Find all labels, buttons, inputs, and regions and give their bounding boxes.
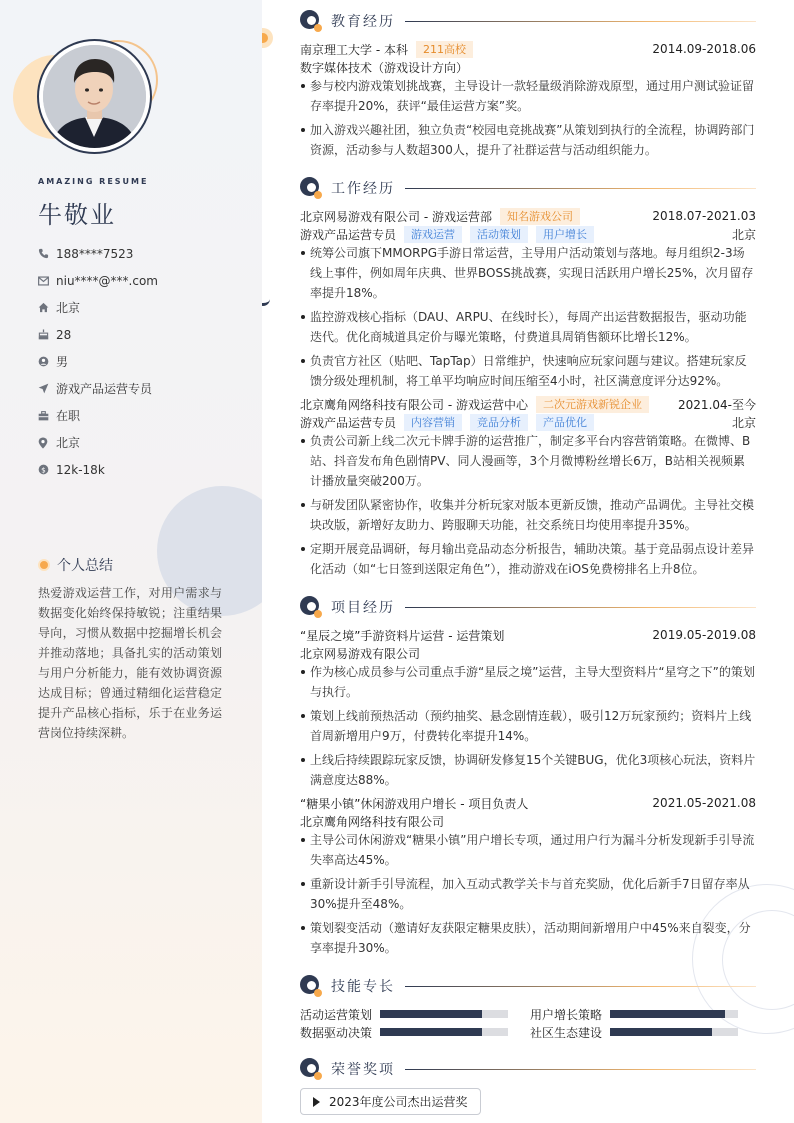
cake-icon xyxy=(38,329,56,340)
avatar-frame xyxy=(37,39,152,154)
gender-icon xyxy=(38,356,56,367)
send-icon xyxy=(38,383,56,394)
section-icon xyxy=(300,975,322,997)
section-title: 教育经历 xyxy=(331,14,395,30)
project-company: 北京网易游戏有限公司 xyxy=(300,646,421,661)
info-job-status xyxy=(38,402,158,429)
section-icon xyxy=(300,177,322,199)
section-divider xyxy=(405,986,756,987)
project-name: “糖果小镇”休闲游戏用户增长 - 项目负责人 xyxy=(300,796,529,811)
job-role: 游戏产品运营专员 xyxy=(300,227,397,242)
list-item: 定期开展竞品调研，每月输出竞品动态分析报告，辅助决策。基于竞品弱点设计差异化活动（如“七日签到送限定角色”），推动游戏在iOS免费榜排名上升8位。 xyxy=(300,539,756,579)
skill-item xyxy=(530,1024,756,1040)
job-role: 游戏产品运营专员 xyxy=(300,415,397,430)
resume-caption: AMAZING RESUME xyxy=(38,177,149,186)
project-bullets xyxy=(300,830,756,962)
job-city: 北京 xyxy=(731,227,756,242)
project-company-row xyxy=(300,644,756,662)
list-item: 上线后持续跟踪玩家反馈，协调研发修复15个关键BUG，优化3项核心玩法，资料片满意度达88%。 xyxy=(300,750,756,790)
email-address: niu****@***.com xyxy=(56,273,158,288)
project-company: 北京鹰角网络科技有限公司 xyxy=(300,814,445,829)
section-work-header xyxy=(300,177,756,199)
briefcase-icon xyxy=(38,411,56,421)
age-value: 28 xyxy=(56,327,72,342)
play-triangle-icon xyxy=(313,1097,320,1107)
section-divider xyxy=(405,21,756,22)
section-icon xyxy=(300,1058,322,1080)
skill-label: 数据驱动决策 xyxy=(300,1025,373,1040)
section-awards-header xyxy=(300,1058,756,1080)
skill-bar-fill xyxy=(610,1028,712,1036)
skill-item xyxy=(300,1006,530,1022)
section-divider xyxy=(405,607,756,608)
decorative-arc xyxy=(262,292,270,306)
skill-bar xyxy=(610,1028,738,1036)
major-row xyxy=(300,58,756,76)
skill-item xyxy=(300,1024,530,1040)
project-title-row xyxy=(300,626,756,644)
info-age xyxy=(38,321,158,348)
list-item: 监控游戏核心指标（DAU、ARPU、在线时长），每周产出运营数据报告，驱动功能迭代。优化商城道具定价与曝光策略，付费道具周销售额环比增长12%。 xyxy=(300,307,756,347)
info-salary xyxy=(38,456,158,483)
section-title: 项目经历 xyxy=(331,600,395,616)
info-gender xyxy=(38,348,158,375)
education-bullets xyxy=(300,76,756,164)
project-bullets xyxy=(300,662,756,794)
project-title-row xyxy=(300,794,756,812)
skill-label: 社区生态建设 xyxy=(530,1025,603,1040)
list-item: 负责官方社区（贴吧、TapTap）日常维护，快速响应玩家问题与建议。搭建玩家反馈分级处理机制，将工单平均响应时间压缩至4小时，社区满意度评分达92%。 xyxy=(300,351,756,391)
section-projects-header xyxy=(300,596,756,618)
section-skills-header xyxy=(300,975,756,997)
education-date: 2014.09-2018.06 xyxy=(652,42,756,56)
svg-text:$: $ xyxy=(41,465,46,475)
job-company-row xyxy=(300,207,756,225)
section-icon xyxy=(300,10,322,32)
job-date: 2021.04-至今 xyxy=(678,397,756,412)
project-date: 2019.05-2019.08 xyxy=(652,628,756,642)
target-position: 游戏产品运营专员 xyxy=(56,382,153,396)
school-tag: 211高校 xyxy=(416,41,473,58)
company-name: 北京网易游戏有限公司 - 游戏运营部 xyxy=(300,209,492,224)
main-content xyxy=(262,0,794,1123)
job-status: 在职 xyxy=(56,409,81,423)
section-divider xyxy=(405,1069,756,1070)
list-item: 重新设计新手引导流程，加入互动式教学关卡与首充奖励，优化后新手7日留存率从30%提升至48%。 xyxy=(300,874,756,914)
home-icon xyxy=(38,302,56,313)
skill-tag: 产品优化 xyxy=(536,414,594,431)
list-item: 参与校内游戏策划挑战赛，主导设计一款轻量级消除游戏原型，通过用户测试验证留存率提升20%，获评“最佳运营方案”奖。 xyxy=(300,76,756,116)
section-education-header xyxy=(300,10,756,32)
company-tag: 二次元游戏新锐企业 xyxy=(536,396,649,413)
avatar xyxy=(43,45,146,148)
info-phone xyxy=(38,240,158,267)
summary-heading xyxy=(38,555,113,575)
company-tag: 知名游戏公司 xyxy=(500,208,580,225)
phone-icon xyxy=(38,248,56,259)
money-icon xyxy=(38,464,56,475)
avatar-portrait xyxy=(43,45,146,148)
mail-icon xyxy=(38,276,56,286)
target-city: 北京 xyxy=(56,436,81,450)
gender-value: 男 xyxy=(56,355,69,369)
project-name: “星辰之境”手游资料片运营 - 运营策划 xyxy=(300,628,505,643)
skill-bar xyxy=(610,1010,738,1018)
skill-label: 活动运营策划 xyxy=(300,1007,373,1022)
list-item: 与研发团队紧密协作，收集并分析玩家对版本更新反馈，推动产品调优。主导社交模块改版，新增好友助力、跨服聊天功能，社交系统日均使用率提升35%。 xyxy=(300,495,756,535)
decorative-half-circle xyxy=(262,28,273,48)
job-bullets xyxy=(300,243,756,395)
skill-label: 用户增长策略 xyxy=(530,1007,603,1022)
award-label: 2023年度公司杰出运营奖 xyxy=(329,1095,468,1109)
job-role-row xyxy=(300,225,756,243)
education-row xyxy=(300,40,756,58)
major: 数字媒体技术（游戏设计方向） xyxy=(300,60,469,75)
job-role-row xyxy=(300,413,756,431)
list-item: 加入游戏兴趣社团，独立负责“校园电竞挑战赛”从策划到执行的全流程，协调跨部门资源，活动参与人数超300人，提升了社群运营与活动组织能力。 xyxy=(300,120,756,160)
phone-number: 188****7523 xyxy=(56,246,134,261)
location-pin-icon xyxy=(38,437,56,449)
bullet-dot-icon xyxy=(38,559,50,571)
project-company-row xyxy=(300,812,756,830)
info-target-city xyxy=(38,429,158,456)
skill-bar xyxy=(380,1010,508,1018)
job-city: 北京 xyxy=(731,415,756,430)
list-item: 统筹公司旗下MMORPG手游日常运营，主导用户活动策划与落地。每月组织2-3场线上事件，例如周年庆典、世界BOSS挑战赛，实现日活跃用户增长25%，次月留存率提升18%。 xyxy=(300,243,756,303)
skill-tag: 游戏运营 xyxy=(404,226,462,243)
contact-info-list xyxy=(38,240,158,483)
skill-item xyxy=(530,1006,756,1022)
skill-tag: 内容营销 xyxy=(404,414,462,431)
list-item: 策划上线前预热活动（预约抽奖、悬念剧情连载），吸引12万玩家预约；资料片上线首周新增用户9万，付费转化率提升14%。 xyxy=(300,706,756,746)
list-item: 负责公司新上线二次元卡牌手游的运营推广，制定多平台内容营销策略。在微博、B站、抖音发布角色剧情PV、同人漫画等，3个月微博粉丝增长6万，B站相关视频累计播放量突破200万。 xyxy=(300,431,756,491)
section-title: 工作经历 xyxy=(331,181,395,197)
skill-bar-fill xyxy=(610,1010,725,1018)
job-company-row xyxy=(300,395,756,413)
info-residence xyxy=(38,294,158,321)
skill-bar-fill xyxy=(380,1028,482,1036)
section-title: 技能专长 xyxy=(331,979,395,995)
company-name: 北京鹰角网络科技有限公司 - 游戏运营中心 xyxy=(300,397,528,412)
list-item: 策划裂变活动（邀请好友获限定糖果皮肤），活动期间新增用户中45%来自裂变，分享率提升30%。 xyxy=(300,918,756,958)
skill-tag: 竞品分析 xyxy=(470,414,528,431)
summary-text: 热爱游戏运营工作，对用户需求与数据变化始终保持敏锐；注重结果导向，习惯从数据中挖掘增长机会并推动落地；具备扎实的活动策划与用户分析能力，能有效协调资源达成目标；曾通过精细化运营稳定提升产品核心指标，乐于在业务运营岗位持续深耕。 xyxy=(38,586,222,740)
residence-city: 北京 xyxy=(56,301,81,315)
section-title: 荣誉奖项 xyxy=(331,1062,395,1078)
skill-tag: 活动策划 xyxy=(470,226,528,243)
school-name: 南京理工大学 - 本科 xyxy=(300,42,408,57)
summary-title: 个人总结 xyxy=(57,558,113,574)
job-bullets xyxy=(300,431,756,583)
info-email xyxy=(38,267,158,294)
expected-salary: 12k-18k xyxy=(56,462,105,477)
skill-bar xyxy=(380,1028,508,1036)
person-name: 牛敬业 xyxy=(38,201,116,229)
list-item: 主导公司休闲游戏“糖果小镇”用户增长专项，通过用户行为漏斗分析发现新手引导流失率高达45%。 xyxy=(300,830,756,870)
project-date: 2021.05-2021.08 xyxy=(652,796,756,810)
skills-grid xyxy=(300,1006,756,1040)
sidebar xyxy=(0,0,262,1123)
list-item: 作为核心成员参与公司重点手游“星辰之境”运营，主导大型资料片“星穹之下”的策划与执行。 xyxy=(300,662,756,702)
info-target-position xyxy=(38,375,158,402)
award-item xyxy=(300,1088,481,1115)
section-divider xyxy=(405,188,756,189)
skill-bar-fill xyxy=(380,1010,482,1018)
section-icon xyxy=(300,596,322,618)
skill-tag: 用户增长 xyxy=(536,226,594,243)
job-date: 2018.07-2021.03 xyxy=(652,209,756,223)
